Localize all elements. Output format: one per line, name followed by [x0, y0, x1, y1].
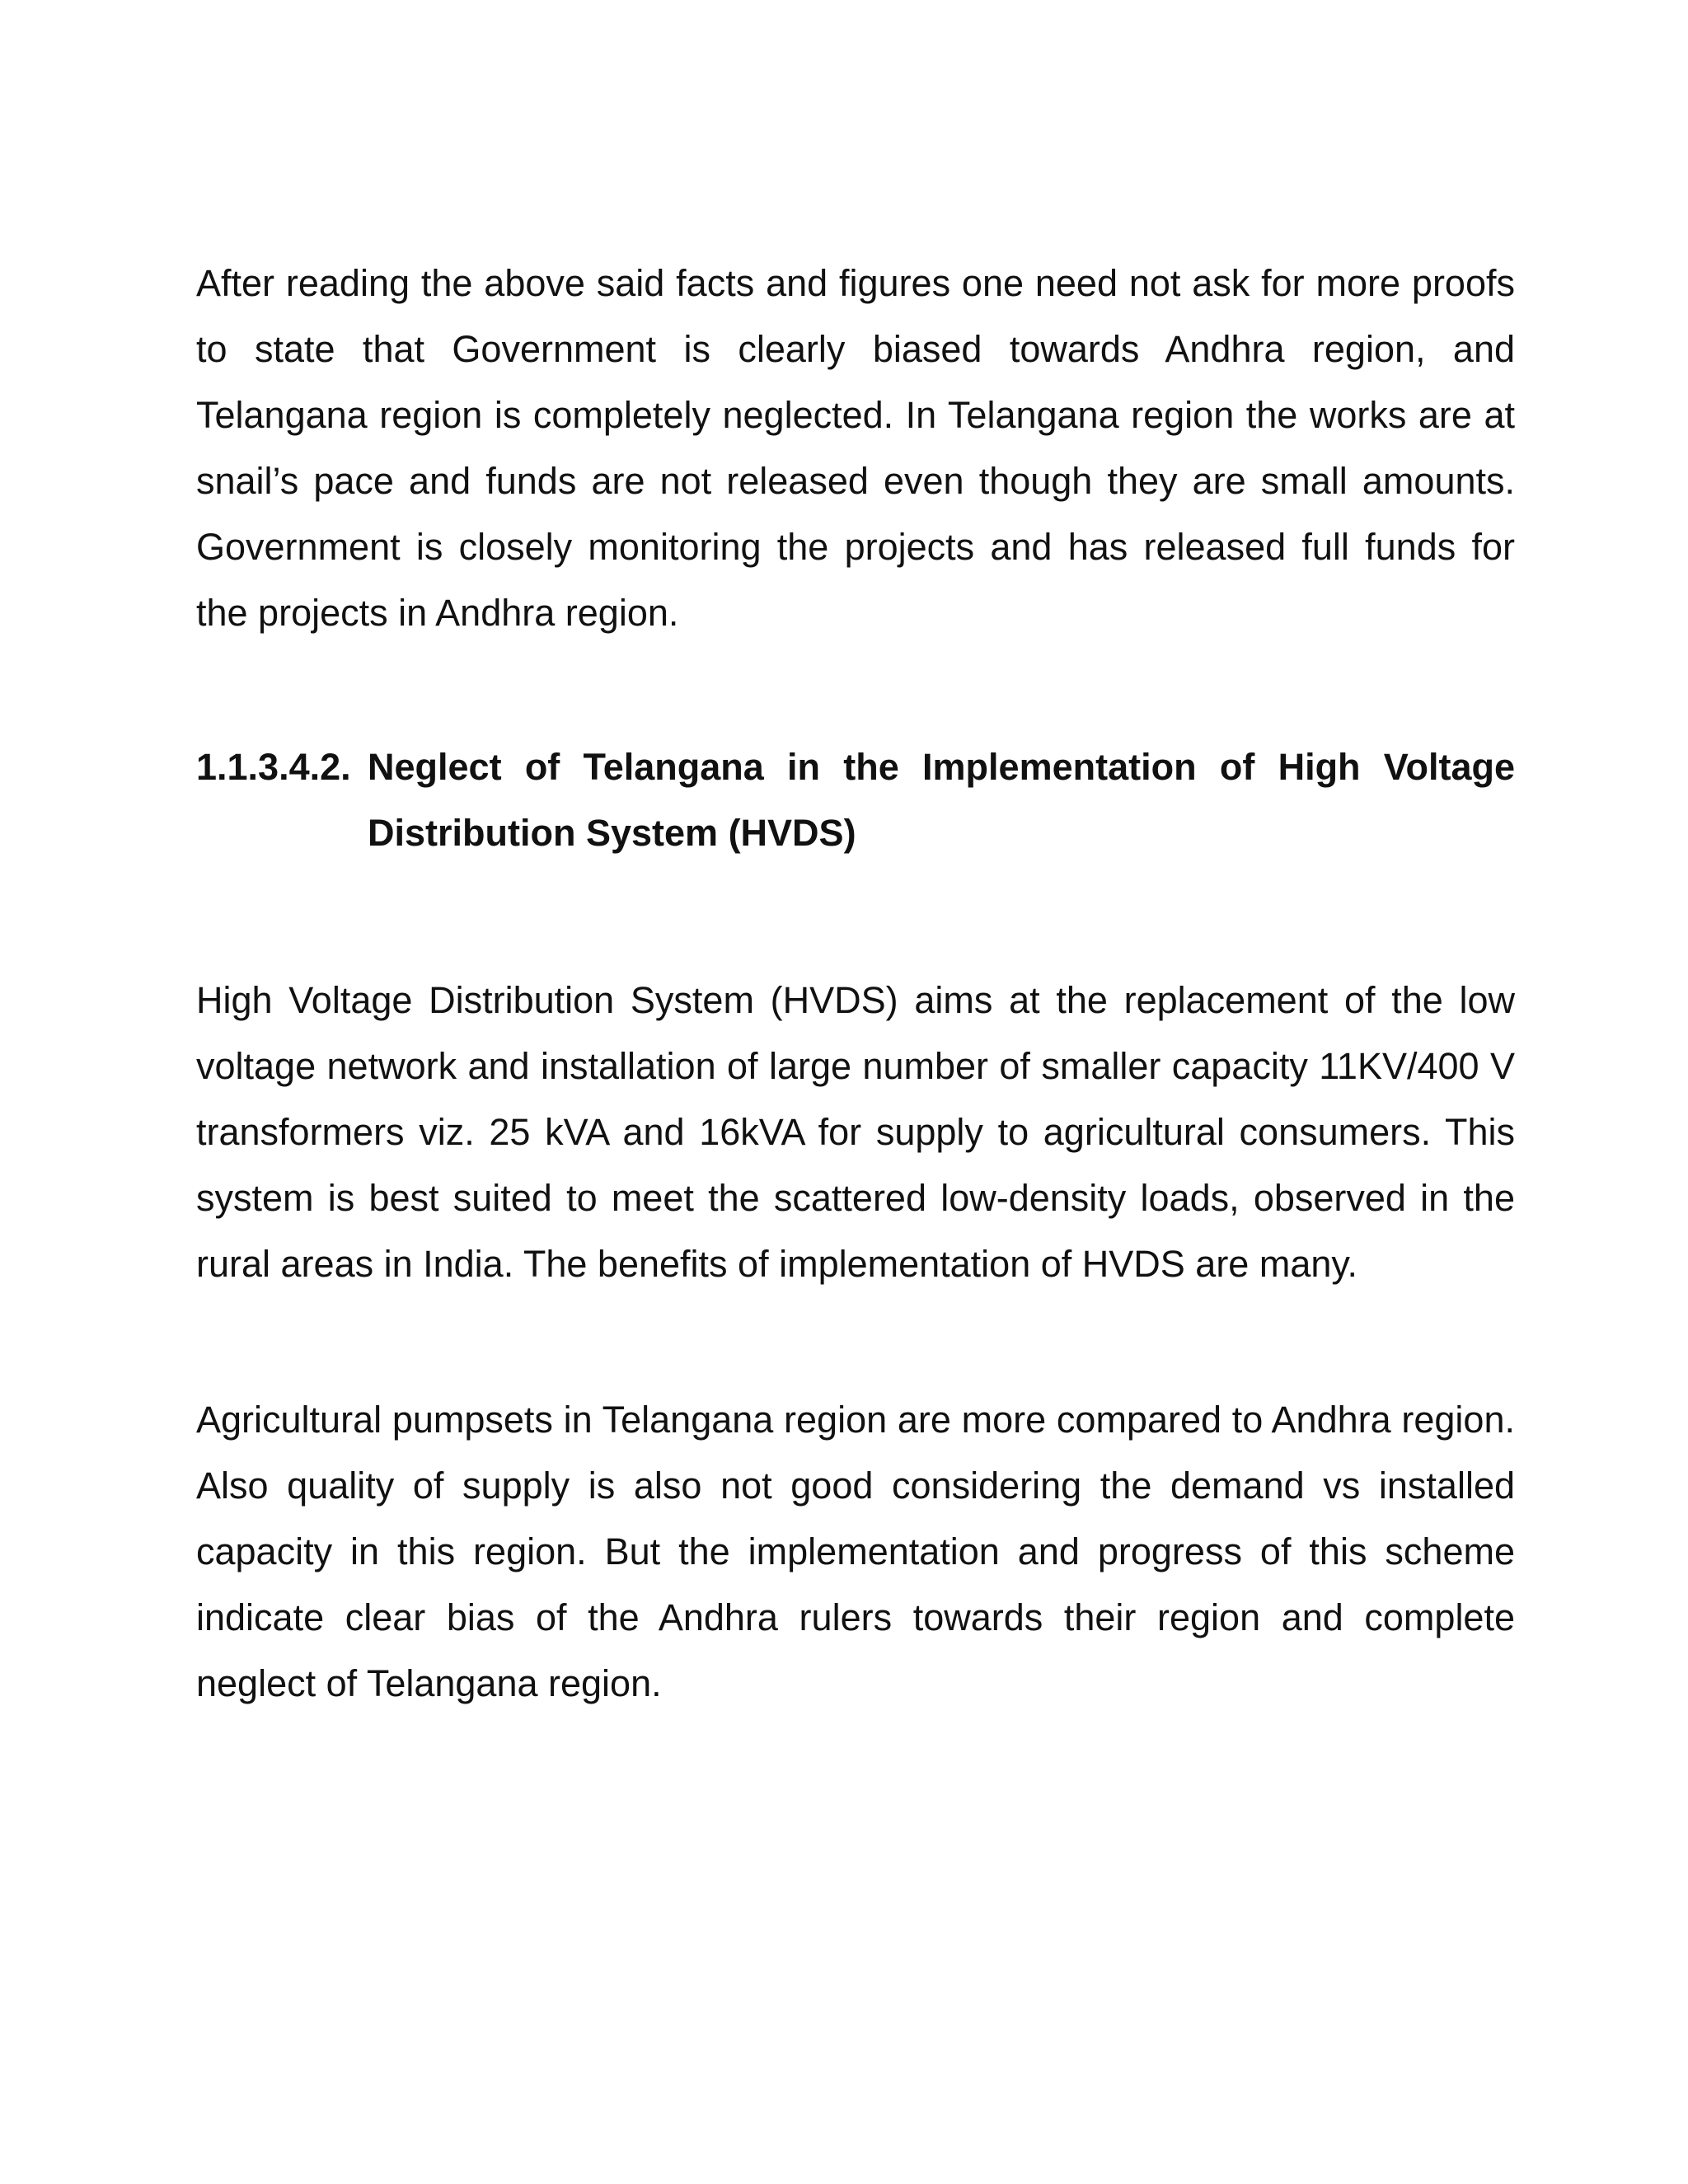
- section-title: Neglect of Telangana in the Implementation of High Voltage Distribution System (HVDS): [368, 746, 1515, 854]
- paragraph-hvds-description: High Voltage Distribution System (HVDS) aims at the replacement of the low voltage network and installation of large number of smaller capacity 11KV/400 V transformers viz. 25 kVA and 16kVA for supply to agricultural consumers. This system is best suited to meet the scattered low-density loads, observed in the rural areas in India. The benefits of implementation of HVDS are many.: [196, 979, 1515, 1285]
- section-heading: [196, 734, 1515, 866]
- paragraph-agricultural-pumpsets: Agricultural pumpsets in Telangana region are more compared to Andhra region. Also quality of supply is also not good considering the demand vs installed capacity in this region. But the implementation and progress of this scheme indicate clear bias of the Andhra rulers towards their region and complete neglect of Telangana region.: [196, 1399, 1515, 1704]
- section-number: 1.1.3.4.2.: [196, 746, 351, 788]
- paragraph-intro: After reading the above said facts and figures one need not ask for more proofs to state that Government is clearly biased towards Andhra region, and Telangana region is completely neglected. In Telangana region the works are at snail’s pace and funds are not released even though they are small amounts. Government is closely monitoring the projects and has released full funds for the projects in Andhra region.: [196, 262, 1515, 634]
